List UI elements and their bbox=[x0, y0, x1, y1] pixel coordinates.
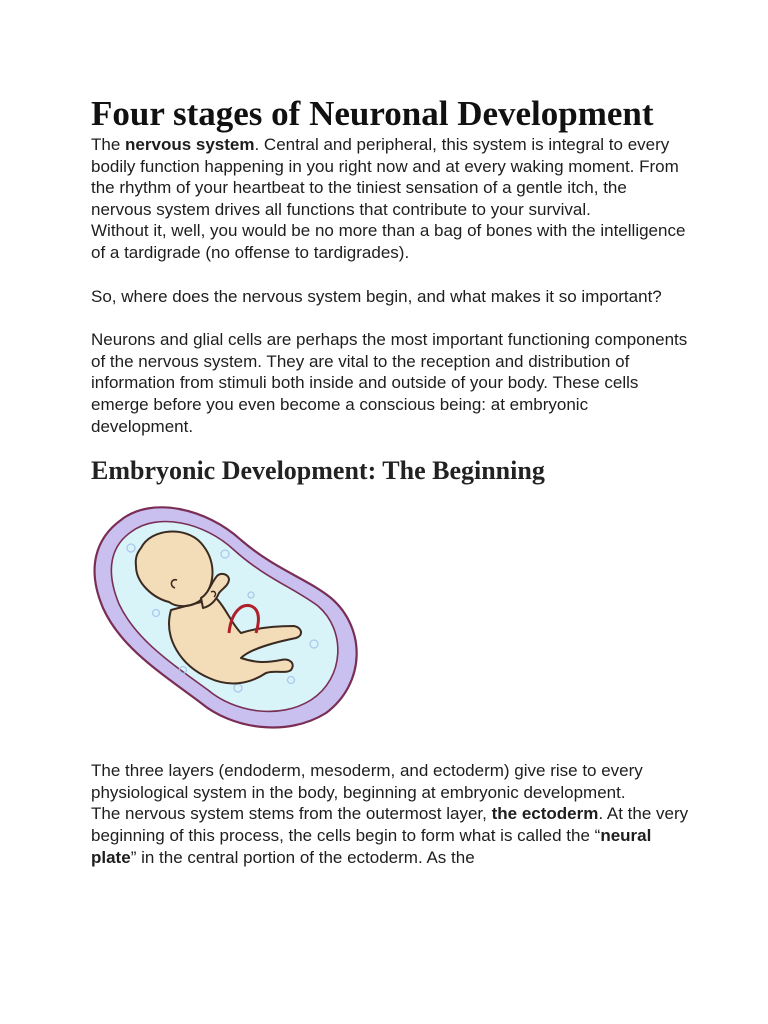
tardigrade-paragraph: Without it, well, you would be no more than a bag of bones with the intelligence of a tardigrade (no offense to tardigrades). bbox=[91, 221, 686, 262]
intro-text-start: The bbox=[91, 135, 126, 154]
nervous-system-bold: nervous system bbox=[125, 135, 255, 154]
ectoderm-text-end: ” in the central portion of the ectoderm. As the bbox=[130, 847, 475, 867]
page-title: Four stages of Neuronal Development bbox=[91, 94, 654, 133]
layers-paragraph: The three layers (endoderm, mesoderm, and ectoderm) give rise to every physiological system in the body, beginning at embryonic development. bbox=[91, 761, 643, 802]
question-paragraph: So, where does the nervous system begin, and what makes it so important? bbox=[91, 286, 662, 306]
spacer bbox=[91, 264, 691, 286]
document-body bbox=[91, 94, 691, 868]
embryo-figure bbox=[91, 498, 361, 738]
intro-paragraph bbox=[91, 134, 691, 220]
ectoderm-paragraph bbox=[91, 803, 691, 868]
intro-text-rest: . Central and peripheral, this system is integral to every bodily function happening in you right now and at every waking moment. From the rhythm of your heartbeat to the tiniest sensation of a gentle itch, the nervous system drives all functions that contribute to your survival. bbox=[91, 135, 679, 219]
spacer bbox=[91, 307, 691, 329]
neurons-paragraph: Neurons and glial cells are perhaps the most important functioning components of the nervous system. They are vital to the reception and distribution of information from stimuli both inside and outside of your body. These cells emerge before you even become a conscious being: at embryonic development. bbox=[91, 330, 688, 436]
section-heading: Embryonic Development: The Beginning bbox=[91, 456, 545, 486]
neural-plate-bold: neural plate bbox=[91, 825, 652, 867]
ectoderm-bold: the ectoderm bbox=[491, 804, 599, 824]
ectoderm-text-start: The nervous system stems from the outermost layer, bbox=[91, 804, 492, 824]
embryo-illustration-icon bbox=[91, 498, 361, 738]
ectoderm-text-middle: . At the very beginning of this process, the cells begin to form what is called the “ bbox=[91, 804, 689, 845]
